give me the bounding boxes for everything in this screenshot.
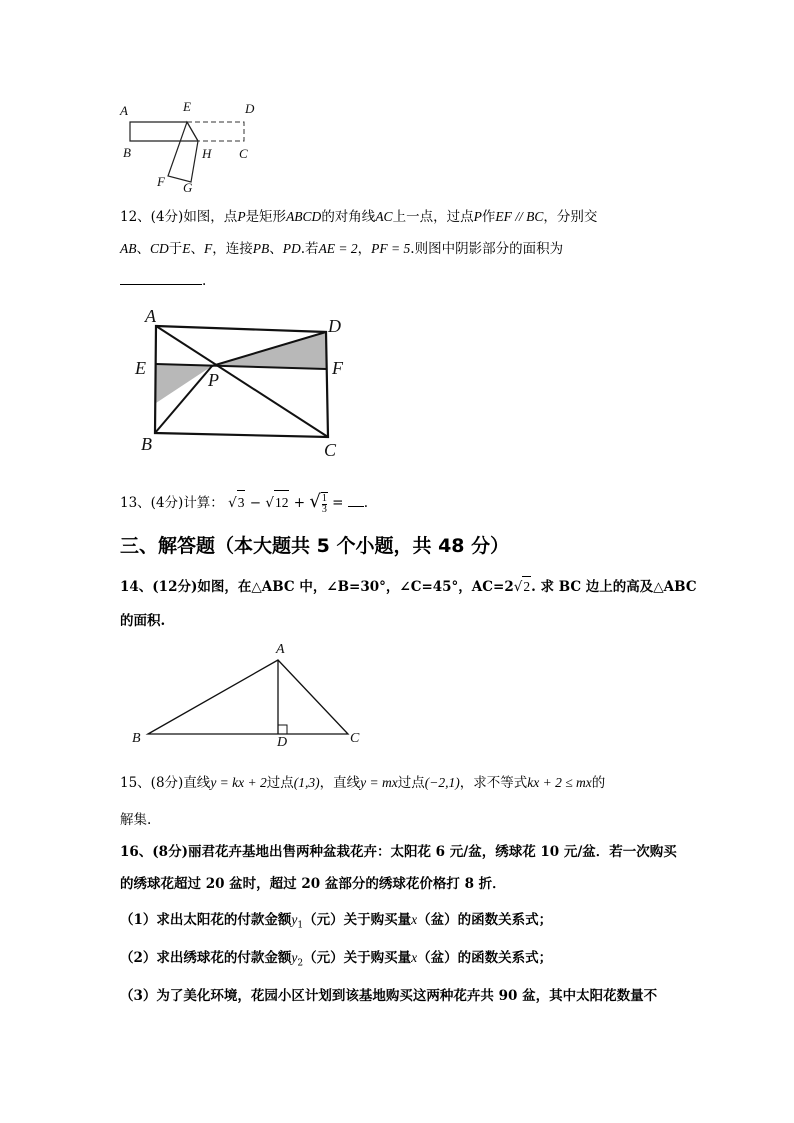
label-B: B bbox=[141, 434, 152, 454]
q16-line2: 的绣球花超过 20 盆时，超过 20 盆部分的绣球花价格打 8 折． bbox=[120, 876, 506, 892]
label-C: C bbox=[324, 440, 337, 460]
label-F: F bbox=[332, 358, 343, 378]
q12-line2: AB、CD于E、F，连接PB、PD.若AE = 2，PF = 5.则图中阴影部分的面积为 bbox=[120, 241, 564, 257]
figure-folded-rectangle bbox=[118, 98, 258, 198]
label-A: A bbox=[276, 642, 285, 657]
figure-rectangle-abcd bbox=[130, 303, 360, 465]
sqrt-12: √12 bbox=[265, 490, 289, 515]
q16-sub3: （3）为了美化环境，花园小区计划到该基地购买这两种花卉共 90 盆，其中太阳花数量不 bbox=[120, 988, 658, 1004]
label-D: D bbox=[328, 316, 341, 336]
q15-line2: 解集. bbox=[120, 812, 152, 828]
q14-line1: 14、(12分)如图，在△ABC 中，∠B=30°，∠C=45°，AC=2√2. 求 BC 边上的高及△ABC bbox=[120, 576, 697, 597]
label-E: E bbox=[183, 99, 191, 114]
label-E: E bbox=[135, 358, 146, 378]
q13-answer-blank bbox=[348, 492, 364, 507]
figure-triangle-abc bbox=[128, 640, 378, 755]
label-B: B bbox=[132, 731, 141, 746]
q14-number: 14、(12分) bbox=[120, 579, 198, 595]
folded-flap bbox=[168, 122, 198, 182]
label-A: A bbox=[145, 306, 156, 326]
label-C: C bbox=[239, 146, 248, 161]
q13-line: 13、(4分)计算： √3 − √12 + √ $\frac{1}{3}$ = . bbox=[120, 491, 369, 516]
fold-line bbox=[187, 122, 198, 141]
label-A: A bbox=[120, 103, 128, 118]
sqrt-2: √2 bbox=[514, 576, 531, 597]
label-P: P bbox=[208, 370, 219, 390]
triangle-outline bbox=[148, 660, 348, 734]
rect-dashed-part bbox=[187, 122, 244, 141]
q14-line2: 的面积. bbox=[120, 613, 166, 629]
label-B: B bbox=[123, 145, 131, 160]
q12-line3: . bbox=[120, 270, 206, 291]
q15-line1: 15、(8分)直线y = kx + 2过点(1,3)，直线y = mx过点(−2,1)，求不等式kx + 2 ≤ mx的 bbox=[120, 775, 606, 791]
label-H: H bbox=[202, 146, 212, 161]
label-C: C bbox=[350, 731, 360, 746]
rect-solid-part bbox=[130, 122, 198, 141]
sqrt-3: √3 bbox=[228, 490, 245, 515]
shaded-triangle-left bbox=[156, 364, 212, 403]
q12-answer-blank bbox=[120, 270, 202, 285]
sqrt-one-third: √ $\frac{1}{3}$ bbox=[309, 491, 327, 516]
label-D: D bbox=[245, 101, 255, 116]
section-heading: 三、解答题（本大题共 5 个小题，共 48 分） bbox=[120, 535, 510, 557]
q15-number: 15、(8分) bbox=[120, 775, 184, 791]
figure-triangle-abc-lines bbox=[128, 640, 378, 755]
q16-number: 16、(8分) bbox=[120, 844, 188, 860]
label-G: G bbox=[183, 180, 193, 195]
label-F: F bbox=[157, 174, 165, 189]
q16-sub1: （1）求出太阳花的付款金额$y_1$（元）关于购买量x（盆）的函数关系式； bbox=[120, 912, 553, 931]
q16-sub2: （2）求出绣球花的付款金额$y_2$（元）关于购买量x（盆）的函数关系式； bbox=[120, 950, 553, 969]
q16-line1: 16、(8分)丽君花卉基地出售两种盆栽花卉：太阳花 6 元/盆，绣球花 10 元/盆．若一次购买 bbox=[120, 844, 677, 860]
q12-line1: 12、(4分)如图，点P是矩形ABCD的对角线AC上一点，过点P作EF // BC，分别交 bbox=[120, 209, 598, 225]
q13-number: 13、(4分) bbox=[120, 495, 184, 511]
q12-number: 12、(4分) bbox=[120, 209, 184, 225]
label-D: D bbox=[277, 735, 288, 750]
right-angle-mark bbox=[278, 725, 287, 734]
